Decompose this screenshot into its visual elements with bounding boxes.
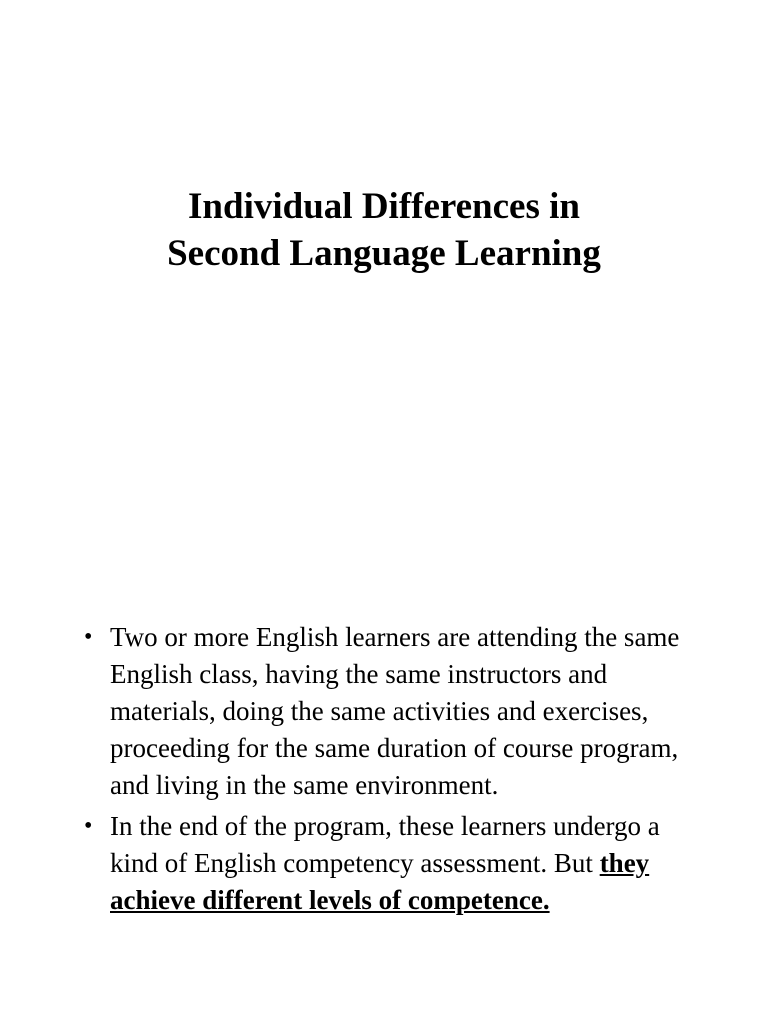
bullet-text: In the end of the program, these learners undergo a kind of English competency assessment. But — [110, 811, 660, 878]
bullet-list — [84, 619, 694, 923]
title-line-1: Individual Differences in — [188, 186, 580, 227]
title-line-2: Second Language Learning — [167, 233, 601, 274]
bullet-text: Two or more English learners are attending the same English class, having the same instructors and materials, doing the same activities and exercises, proceeding for the same duration of course program, and living in the same environment. — [110, 622, 680, 800]
bullet-item — [84, 808, 694, 919]
bullet-emphasis: they achieve different levels of competence. — [110, 848, 650, 915]
bullet-item — [84, 619, 694, 804]
bullet-marker-icon: • — [84, 624, 93, 650]
slide-title — [0, 183, 768, 277]
bullet-marker-icon: • — [84, 813, 93, 839]
